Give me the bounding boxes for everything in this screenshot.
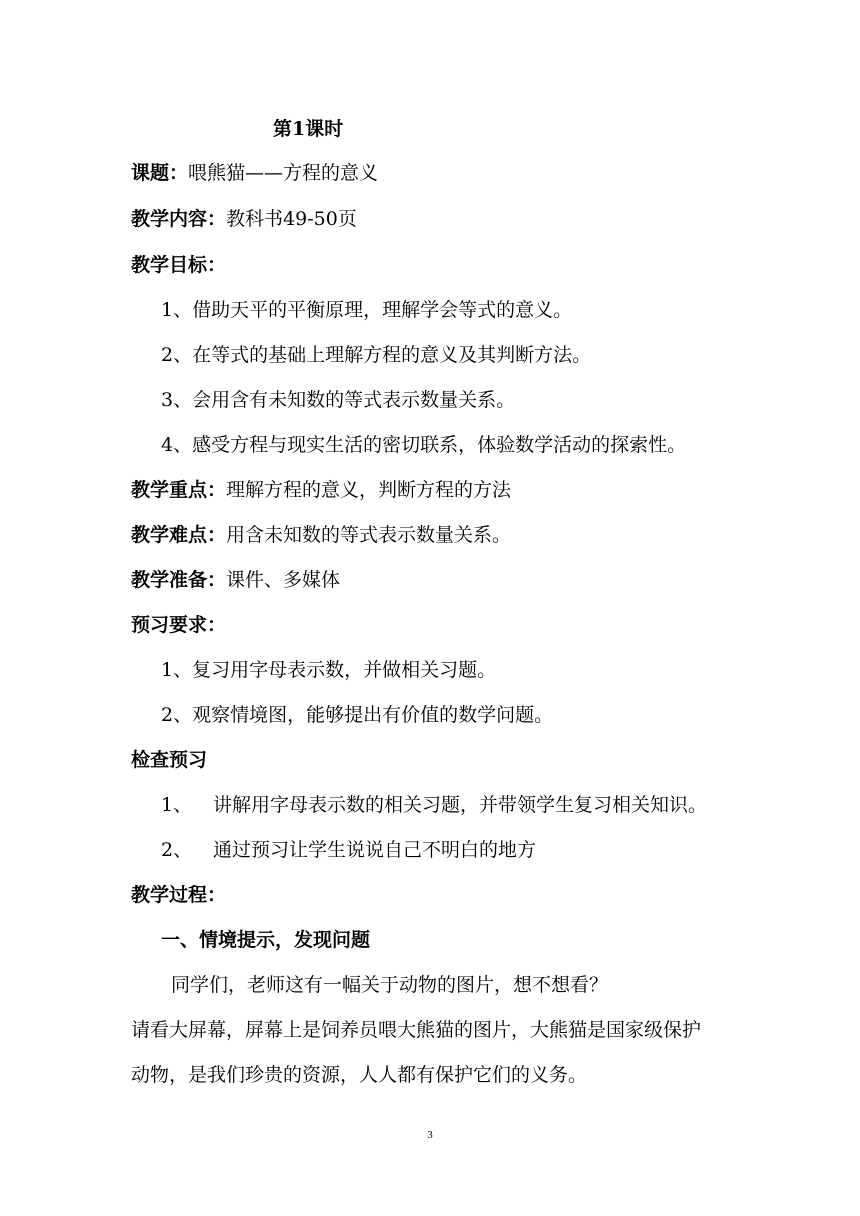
paragraph: 动物，是我们珍贵的资源，人人都有保护它们的义务。 — [131, 1064, 588, 1086]
subject-line — [131, 160, 378, 186]
difficulty-value: 用含未知数的等式表示数量关系。 — [226, 524, 512, 546]
paragraph: 请看大屏幕，屏幕上是饲养员喂大熊猫的图片，大熊猫是国家级保护 — [131, 1019, 702, 1041]
preview-heading: 预习要求： — [131, 614, 227, 636]
check-item-number: 1、 — [161, 794, 193, 816]
preview-item: 2、观察情境图，能够提出有价值的数学问题。 — [161, 704, 554, 726]
process-heading: 教学过程： — [131, 884, 227, 906]
objective-item: 2、在等式的基础上理解方程的意义及其判断方法。 — [161, 344, 592, 366]
preparation-label: 教学准备： — [131, 569, 227, 591]
preview-item: 1、复习用字母表示数，并做相关习题。 — [161, 659, 497, 681]
preparation-line — [131, 567, 340, 593]
content-value: 教科书49-50页 — [226, 208, 357, 230]
objective-item: 3、会用含有未知数的等式表示数量关系。 — [161, 389, 516, 411]
check-item-text: 通过预习让学生说说自己不明白的地方 — [213, 839, 537, 861]
key-point-label: 教学重点： — [131, 479, 227, 501]
content-line — [131, 206, 357, 232]
check-item-text: 讲解用字母表示数的相关习题，并带领学生复习相关知识。 — [213, 794, 708, 816]
objective-item: 1、借助天平的平衡原理，理解学会等式的意义。 — [161, 299, 573, 321]
page-number: 3 — [427, 1129, 433, 1141]
difficulty-line — [131, 522, 511, 548]
subject-label: 课题： — [131, 162, 189, 184]
objectives-heading: 教学目标： — [131, 254, 227, 276]
key-point-value: 理解方程的意义，判断方程的方法 — [226, 479, 512, 501]
lesson-title: 第1课时 — [273, 118, 344, 140]
content-label: 教学内容： — [131, 208, 227, 230]
objective-item: 4、感受方程与现实生活的密切联系，体验数学活动的探索性。 — [161, 434, 687, 456]
check-item-number: 2、 — [161, 839, 193, 861]
section-heading: 一、情境提示，发现问题 — [161, 929, 371, 951]
subject-value: 喂熊猫——方程的意义 — [188, 162, 379, 184]
key-point-line — [131, 477, 511, 503]
check-heading: 检查预习 — [131, 749, 208, 771]
difficulty-label: 教学难点： — [131, 524, 227, 546]
preparation-value: 课件、多媒体 — [226, 569, 341, 591]
paragraph: 同学们，老师这有一幅关于动物的图片，想不想看？ — [171, 974, 609, 996]
